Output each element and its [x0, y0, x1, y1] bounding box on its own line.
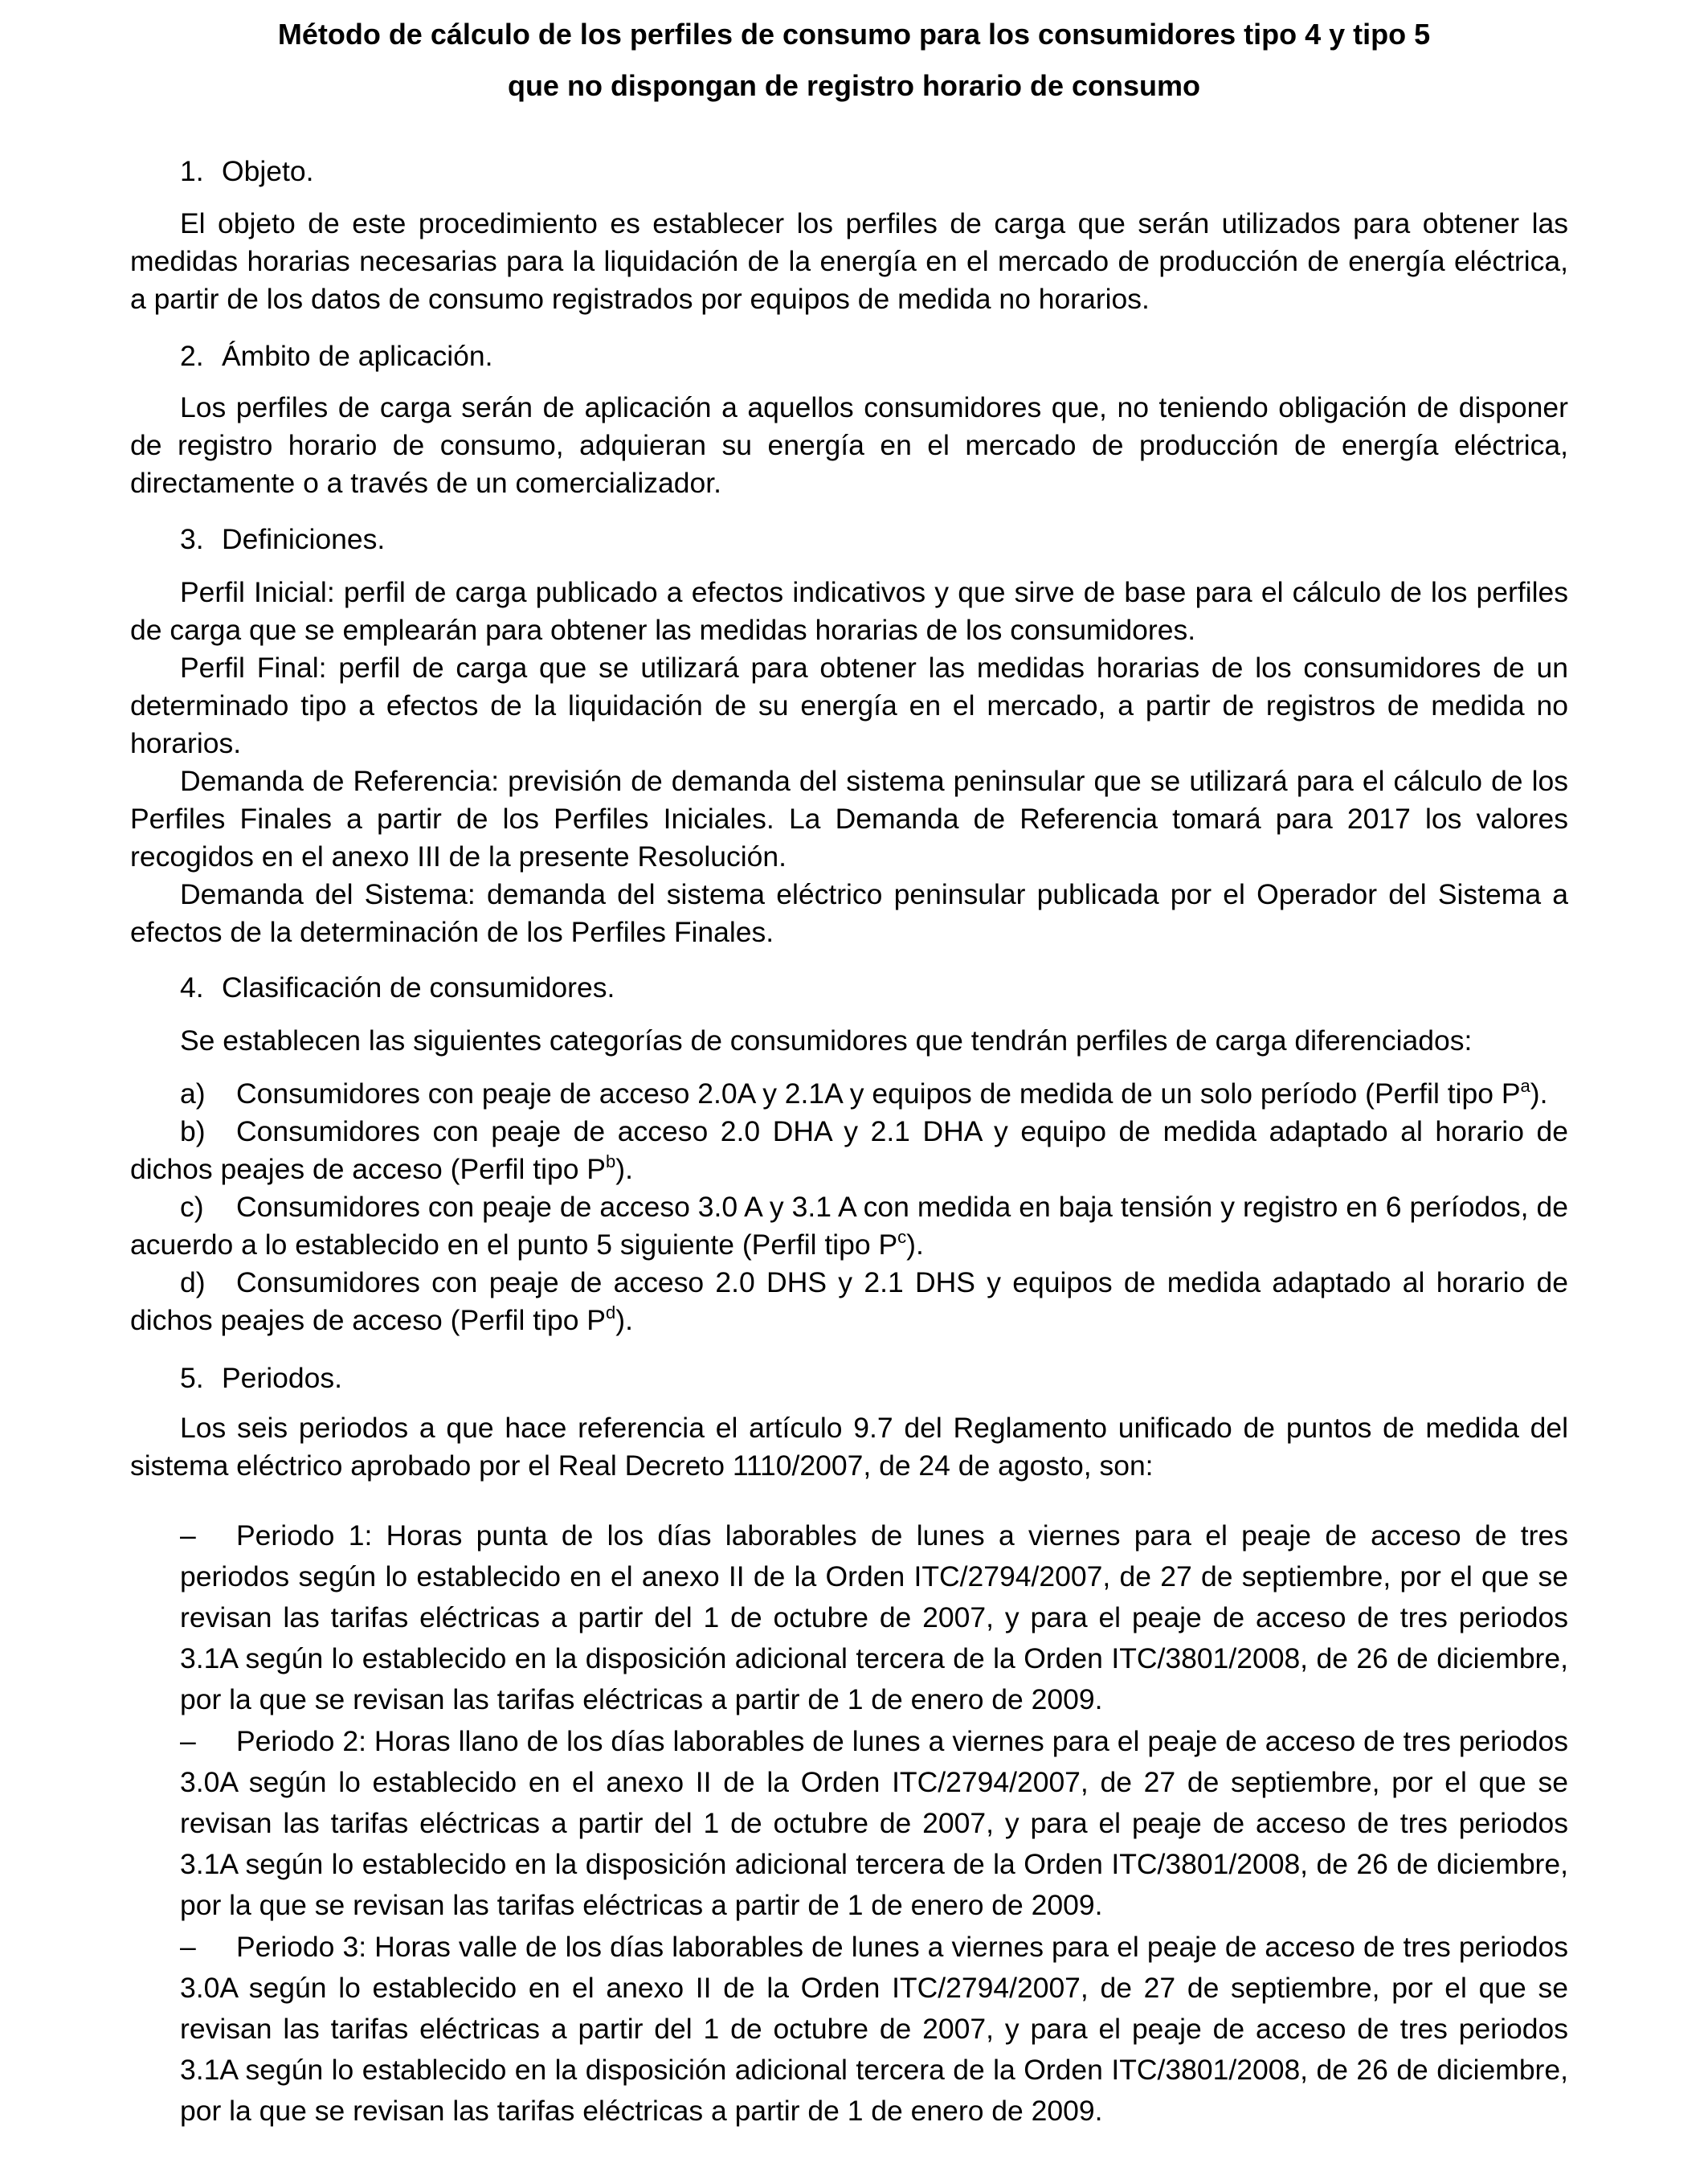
dash-bullet: – — [180, 1931, 196, 1963]
item-superscript: a — [1520, 1076, 1530, 1096]
section-3-heading — [180, 521, 385, 558]
definitions-list — [130, 574, 1568, 951]
section-number: 5. — [180, 1362, 204, 1394]
category-item-c — [130, 1188, 1568, 1264]
document-title-line-1: Método de cálculo de los perfiles de consumo para los consumidores tipo 4 y tipo 5 — [277, 18, 1431, 51]
period-2-item — [180, 1721, 1568, 1926]
section-number: 2. — [180, 340, 204, 372]
item-text: Consumidores con peaje de acceso 2.0 DHS y 2.1 DHS y equipos de medida adaptado al horario de dichos peajes de acceso (Perfil tipo P — [130, 1266, 1568, 1336]
item-end: ). — [1530, 1077, 1548, 1110]
period-1-item — [180, 1515, 1568, 1720]
section-title: Ámbito de aplicación. — [222, 340, 493, 372]
item-label: b) — [180, 1115, 206, 1147]
category-item-b — [130, 1113, 1568, 1188]
consumer-category-list — [130, 1075, 1568, 1339]
section-2-heading — [180, 337, 492, 375]
section-title: Clasificación de consumidores. — [222, 971, 615, 1004]
definition-perfil-inicial: Perfil Inicial: perfil de carga publicado a efectos indicativos y que sirve de base para el cálculo de los perfiles de carga que se emplearán para obtener las medidas horarias de los consumidores. — [130, 576, 1568, 646]
section-2-paragraph: Los perfiles de carga serán de aplicación a aquellos consumidores que, no teniendo obligación de disponer de registro horario de consumo, adquieran su energía en el mercado de producción de energía eléctrica, directamente o a través de un comercializador. — [130, 391, 1568, 499]
section-5-intro: Los seis periodos a que hace referencia el artículo 9.7 del Reglamento unificado de puntos de medida del sistema eléctrico aprobado por el Real Decreto 1110/2007, de 24 de agosto, son: — [130, 1412, 1568, 1482]
section-number: 3. — [180, 523, 204, 555]
section-1-paragraph: El objeto de este procedimiento es establecer los perfiles de carga que serán utilizados para obtener las medidas horarias necesarias para la liquidación de la energía en el mercado de producción de energía eléctrica, a partir de los datos de consumo registrados por equipos de medida no horarios. — [130, 207, 1568, 315]
section-5-heading — [180, 1359, 342, 1397]
item-label: c) — [180, 1191, 204, 1223]
section-title: Definiciones. — [222, 523, 386, 555]
item-label: a) — [180, 1077, 206, 1110]
section-1-heading — [180, 153, 313, 190]
item-text: Consumidores con peaje de acceso 2.0 DHA y 2.1 DHA y equipo de medida adaptado al horario de dichos peajes de acceso (Perfil tipo P — [130, 1115, 1568, 1185]
section-number: 1. — [180, 155, 204, 187]
section-number: 4. — [180, 971, 204, 1004]
item-superscript: d — [606, 1302, 616, 1323]
document-title-line-2: que no dispongan de registro horario de consumo — [507, 69, 1201, 102]
section-title: Objeto. — [222, 155, 314, 187]
item-text: Consumidores con peaje de acceso 2.0A y 2.1A y equipos de medida de un solo período (Perfil tipo P — [236, 1077, 1521, 1110]
item-text: Consumidores con peaje de acceso 3.0 A y 3.1 A con medida en baja tensión y registro en 6 períodos, de acuerdo a lo establecido en el punto 5 siguiente (Perfil tipo P — [130, 1191, 1568, 1261]
dash-bullet: – — [180, 1519, 196, 1552]
item-end: ). — [615, 1153, 633, 1185]
item-end: ). — [906, 1229, 924, 1261]
item-superscript: b — [606, 1151, 616, 1171]
period-1-text: Periodo 1: Horas punta de los días laborables de lunes a viernes para el peaje de acceso de tres periodos según lo establecido en el anexo II de la Orden ITC/2794/2007, de 27 de septiembre, por el que se revisan las tarifas eléctricas a partir del 1 de octubre de 2007, y para el peaje de acceso de tres periodos 3.1A según lo establecido en la disposición adicional tercera de la Orden ITC/3801/2008, de 26 de diciembre, por la que se revisan las tarifas eléctricas a partir de 1 de enero de 2009. — [180, 1519, 1568, 1715]
category-item-a — [130, 1075, 1568, 1113]
period-3-text: Periodo 3: Horas valle de los días laborables de lunes a viernes para el peaje de acceso de tres periodos 3.0A según lo establecido en el anexo II de la Orden ITC/2794/2007, de 27 de septiembre, por el que se revisan las tarifas eléctricas a partir del 1 de octubre de 2007, y para el peaje de acceso de tres periodos 3.1A según lo establecido en la disposición adicional tercera de la Orden ITC/3801/2008, de 26 de diciembre, por la que se revisan las tarifas eléctricas a partir de 1 de enero de 2009. — [180, 1931, 1568, 2127]
category-item-d — [130, 1264, 1568, 1339]
section-4-heading — [180, 969, 615, 1007]
definition-perfil-final: Perfil Final: perfil de carga que se utilizará para obtener las medidas horarias de los consumidores de un determinado tipo a efectos de la liquidación de su energía en el mercado, a partir de registros de medida no horarios. — [130, 652, 1568, 759]
item-superscript: c — [897, 1227, 907, 1247]
section-title: Periodos. — [222, 1362, 342, 1394]
item-end: ). — [615, 1304, 633, 1336]
definition-demanda-referencia: Demanda de Referencia: previsión de demanda del sistema peninsular que se utilizará para el cálculo de los Perfiles Finales a partir de los Perfiles Iniciales. La Demanda de Referencia tomará para 2017 los valores recogidos en el anexo III de la presente Resolución. — [130, 765, 1568, 873]
section-4-intro: Se establecen las siguientes categorías de consumidores que tendrán perfiles de carga diferenciados: — [180, 1024, 1473, 1057]
item-label: d) — [180, 1266, 206, 1298]
period-2-text: Periodo 2: Horas llano de los días laborables de lunes a viernes para el peaje de acceso de tres periodos 3.0A según lo establecido en el anexo II de la Orden ITC/2794/2007, de 27 de septiembre, por el que se revisan las tarifas eléctricas a partir del 1 de octubre de 2007, y para el peaje de acceso de tres periodos 3.1A según lo establecido en la disposición adicional tercera de la Orden ITC/3801/2008, de 26 de diciembre, por la que se revisan las tarifas eléctricas a partir de 1 de enero de 2009. — [180, 1725, 1568, 1921]
period-3-item — [180, 1927, 1568, 2132]
dash-bullet: – — [180, 1725, 196, 1757]
definition-demanda-sistema: Demanda del Sistema: demanda del sistema eléctrico peninsular publicada por el Operador del Sistema a efectos de la determinación de los Perfiles Finales. — [130, 878, 1568, 948]
